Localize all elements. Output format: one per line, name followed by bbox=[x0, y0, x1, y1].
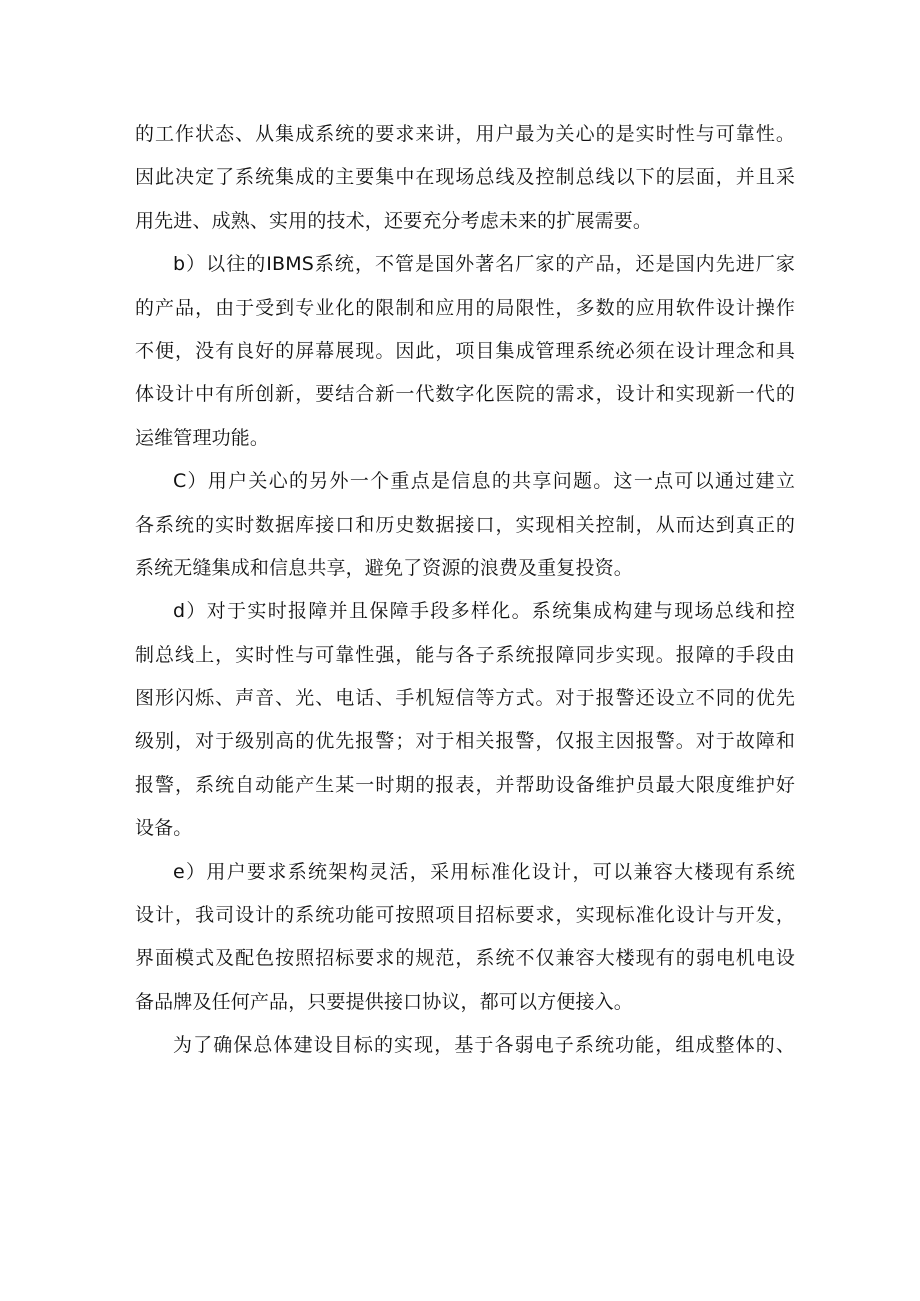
text-line: 系统无缝集成和信息共享，避免了资源的浪费及重复投资。 bbox=[135, 556, 633, 579]
text-line: 运维管理功能。 bbox=[135, 426, 270, 449]
text-line: 设备。 bbox=[135, 817, 193, 840]
text-line: 图形闪烁、声音、光、电话、手机短信等方式。对于报警还设立不同的优先 bbox=[135, 687, 795, 710]
text-line: 备品牌及任何产品，只要提供接口协议，都可以方便接入。 bbox=[135, 990, 633, 1013]
text-line: 各系统的实时数据库接口和历史数据接口，实现相关控制，从而达到真正的 bbox=[135, 513, 795, 536]
paragraph-summary bbox=[135, 1024, 795, 1067]
paragraph-d bbox=[135, 590, 795, 850]
text-line: 因此决定了系统集成的主要集中在现场总线及控制总线以下的层面，并且采 bbox=[135, 166, 795, 189]
text-line: b）以往的IBMS系统，不管是国外著名厂家的产品，还是国内先进厂家 bbox=[173, 253, 795, 276]
text-line: 级别，对于级别高的优先报警；对于相关报警，仅报主因报警。对于故障和 bbox=[135, 730, 795, 753]
text-line: 报警，系统自动能产生某一时期的报表，并帮助设备维护员最大限度维护好 bbox=[135, 773, 795, 796]
text-line: 体设计中有所创新，要结合新一代数字化医院的需求，设计和实现新一代的 bbox=[135, 383, 795, 406]
text-line: 制总线上，实时性与可靠性强，能与各子系统报障同步实现。报障的手段由 bbox=[135, 643, 795, 666]
text-line: 为了确保总体建设目标的实现，基于各弱电子系统功能，组成整体的、 bbox=[173, 1034, 795, 1057]
text-line: C）用户关心的另外一个重点是信息的共享问题。这一点可以通过建立 bbox=[173, 470, 795, 493]
text-line: 界面模式及配色按照招标要求的规范，系统不仅兼容大楼现有的弱电机电设 bbox=[135, 947, 795, 970]
paragraph-b bbox=[135, 243, 795, 460]
text-line: 的工作状态、从集成系统的要求来讲，用户最为关心的是实时性与可靠性。 bbox=[135, 123, 795, 145]
paragraph-continuation bbox=[135, 113, 795, 243]
text-line: d）对于实时报障并且保障手段多样化。系统集成构建与现场总线和控 bbox=[173, 600, 795, 623]
paragraph-e bbox=[135, 851, 795, 1025]
text-line: 设计，我司设计的系统功能可按照项目招标要求，实现标准化设计与开发， bbox=[135, 904, 795, 927]
body-text bbox=[135, 113, 795, 1068]
paragraph-c bbox=[135, 460, 795, 590]
text-line: 不便，没有良好的屏幕展现。因此，项目集成管理系统必须在设计理念和具 bbox=[135, 339, 795, 362]
text-line: 的产品，由于受到专业化的限制和应用的局限性，多数的应用软件设计操作 bbox=[135, 296, 795, 319]
text-line: e）用户要求系统架构灵活，采用标准化设计，可以兼容大楼现有系统 bbox=[173, 860, 795, 883]
text-line: 用先进、成熟、实用的技术，还要充分考虑未来的扩展需要。 bbox=[135, 209, 653, 232]
